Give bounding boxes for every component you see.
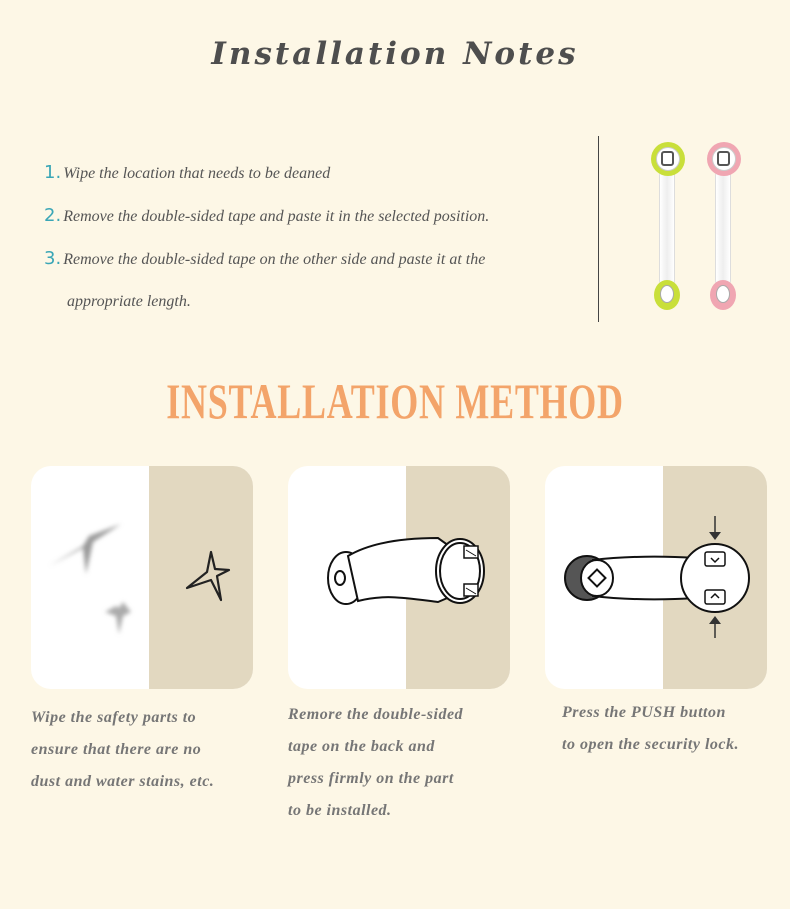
green-lock-image <box>651 142 685 322</box>
step-3-illustration <box>545 466 767 689</box>
caption-line: Remore the double-sided <box>288 706 464 723</box>
step-1-illustration <box>31 466 253 689</box>
caption-line: to open the security lock. <box>562 736 739 753</box>
push-button-icon <box>545 466 767 689</box>
lock-strap-icon <box>715 168 731 288</box>
note-number: 1. <box>44 162 62 183</box>
lock-strap-icon <box>288 466 510 689</box>
caption-line: dust and water stains, etc. <box>31 773 215 790</box>
note-item-3 <box>44 238 584 281</box>
caption-line: tape on the back and <box>288 738 435 755</box>
step-1-caption <box>31 702 214 798</box>
caption-line: Press the PUSH button <box>562 704 726 721</box>
lock-strap-icon <box>659 168 675 288</box>
arrow-up-icon <box>709 616 721 638</box>
note-text: Remove the double-sided tape and paste it in the selected position. <box>63 208 490 225</box>
note-item-2 <box>44 195 584 238</box>
caption-line: press firmly on the part <box>288 770 454 787</box>
note-text: Wipe the location that needs to be deaned <box>63 165 331 182</box>
sparkle-icon <box>31 466 253 689</box>
step-3-caption <box>562 697 739 761</box>
note-number: 2. <box>44 205 62 226</box>
caption-line: ensure that there are no <box>31 741 202 758</box>
caption-line: Wipe the safety parts to <box>31 709 197 726</box>
arrow-down-icon <box>709 516 721 540</box>
lock-cap <box>707 142 741 176</box>
caption-line: to be installed. <box>288 802 392 819</box>
method-title: INSTALLATION METHOD <box>166 373 624 429</box>
lock-cap <box>651 142 685 176</box>
note-item-1 <box>44 152 584 195</box>
step-2-illustration <box>288 466 510 689</box>
step-2-caption <box>288 699 463 827</box>
lock-foot <box>710 280 736 310</box>
pink-lock-image <box>707 142 741 322</box>
note-text: appropriate length. <box>67 293 191 310</box>
notes-list <box>44 152 584 323</box>
note-text: Remove the double-sided tape on the other side and paste it at the <box>63 251 486 268</box>
vertical-divider <box>598 136 599 322</box>
note-number: 3. <box>44 248 62 269</box>
lock-foot <box>654 280 680 310</box>
page-title: Installation Notes <box>211 36 579 72</box>
note-item-3-continued <box>44 281 584 323</box>
